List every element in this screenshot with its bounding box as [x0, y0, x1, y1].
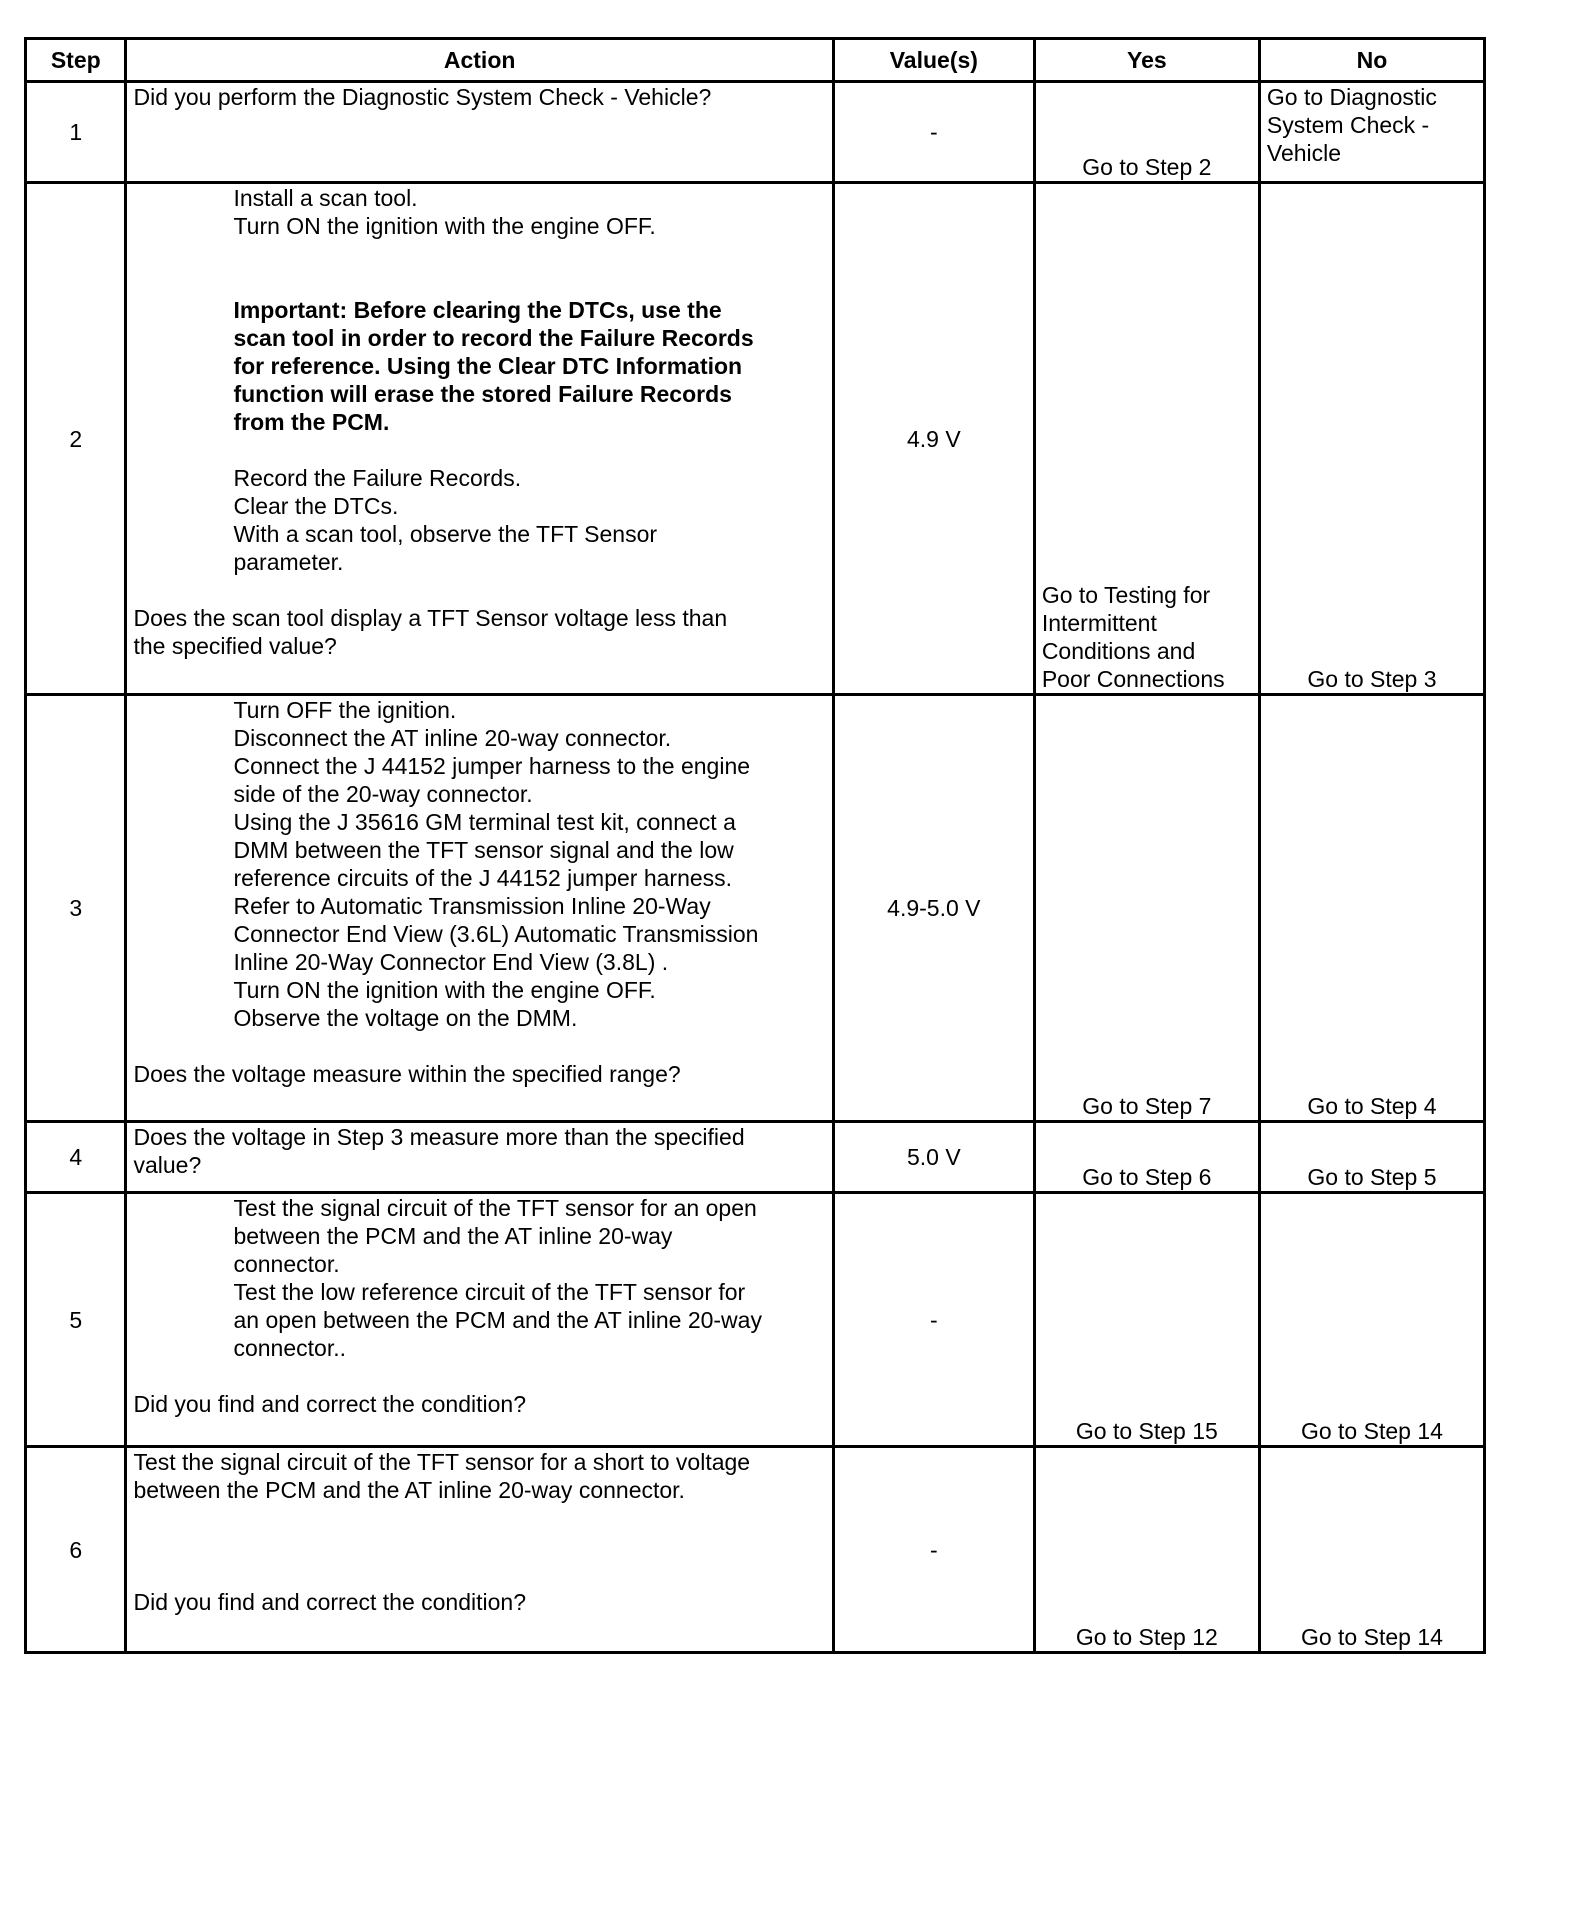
action-cell [126, 1447, 833, 1653]
header-yes: Yes [1034, 39, 1259, 82]
action-line: Connect the J 44152 jumper harness to the engine [233, 753, 751, 779]
no-line: Go to Diagnostic [1266, 84, 1437, 110]
action-line: between the PCM and the AT inline 20-way connector. [133, 1477, 685, 1503]
table-row-step-3 [26, 695, 1485, 1122]
action-line: Inline 20-Way Connector End View (3.8L) . [233, 949, 669, 975]
table-row-step-5 [26, 1193, 1485, 1447]
yes-cell: Go to Step 12 [1034, 1447, 1259, 1653]
yes-line: Poor Connections [1041, 666, 1225, 692]
no-cell: Go to Step 5 [1259, 1122, 1484, 1193]
action-line: side of the 20-way connector. [233, 781, 533, 807]
action-line: connector.. [233, 1335, 346, 1361]
action-line: Turn ON the ignition with the engine OFF. [233, 977, 656, 1003]
action-question: Did you find and correct the condition? [133, 1589, 526, 1615]
value-cell: - [833, 82, 1034, 183]
yes-cell [1034, 183, 1259, 695]
action-question: Does the scan tool display a TFT Sensor voltage less than [133, 605, 728, 631]
action-instructions [133, 184, 825, 576]
action-line: Install a scan tool. [233, 185, 418, 211]
action-line: Turn ON the ignition with the engine OFF. [233, 213, 656, 239]
action-instructions [133, 1194, 825, 1362]
action-line: between the PCM and the AT inline 20-way [233, 1223, 673, 1249]
action-question: Does the voltage measure within the specified range? [133, 1061, 681, 1087]
value-cell: - [833, 1447, 1034, 1653]
no-line: System Check - [1266, 112, 1430, 138]
yes-line: Go to Testing for [1041, 582, 1211, 608]
yes-cell: Go to Step 15 [1034, 1193, 1259, 1447]
action-cell [126, 695, 833, 1122]
important-note [233, 296, 825, 436]
table-row-step-4 [26, 1122, 1485, 1193]
no-line: Vehicle [1266, 140, 1342, 166]
header-row [26, 39, 1485, 82]
step-number: 3 [26, 695, 126, 1122]
action-line: an open between the PCM and the AT inline 20-way [233, 1307, 762, 1333]
header-step: Step [26, 39, 126, 82]
action-line: Connector End View (3.6L) Automatic Transmission [233, 921, 759, 947]
action-line: Disconnect the AT inline 20-way connector. [233, 725, 672, 751]
action-question: the specified value? [133, 633, 337, 659]
yes-cell: Go to Step 2 [1034, 82, 1259, 183]
diagnostic-table [24, 37, 1486, 1654]
action-line: parameter. [233, 549, 344, 575]
action-question: Did you find and correct the condition? [133, 1391, 526, 1417]
action-cell [126, 1193, 833, 1447]
action-line: reference circuits of the J 44152 jumper harness. [233, 865, 733, 891]
no-cell: Go to Step 3 [1259, 183, 1484, 695]
header-action: Action [126, 39, 833, 82]
action-line: Refer to Automatic Transmission Inline 20-Way [233, 893, 711, 919]
action-question: Does the voltage in Step 3 measure more than the specified [133, 1124, 745, 1150]
step-number: 4 [26, 1122, 126, 1193]
value-cell: 4.9-5.0 V [833, 695, 1034, 1122]
action-line: Test the signal circuit of the TFT sensor for an open [233, 1195, 757, 1221]
important-line: function will erase the stored Failure Records [233, 381, 732, 407]
table-row-step-1 [26, 82, 1485, 183]
important-line: from the PCM. [233, 409, 390, 435]
yes-cell: Go to Step 6 [1034, 1122, 1259, 1193]
action-cell [126, 183, 833, 695]
important-line: Important: Before clearing the DTCs, use the [233, 297, 722, 323]
action-instructions [133, 696, 825, 1032]
header-no: No [1259, 39, 1484, 82]
step-number: 6 [26, 1447, 126, 1653]
step-number: 2 [26, 183, 126, 695]
action-line: Clear the DTCs. [233, 493, 399, 519]
action-cell [126, 82, 833, 183]
yes-cell: Go to Step 7 [1034, 695, 1259, 1122]
action-line: DMM between the TFT sensor signal and the low [233, 837, 734, 863]
step-number: 1 [26, 82, 126, 183]
no-cell: Go to Step 14 [1259, 1447, 1484, 1653]
action-line: With a scan tool, observe the TFT Sensor [233, 521, 658, 547]
yes-line: Conditions and [1041, 638, 1196, 664]
important-line: scan tool in order to record the Failure Records [233, 325, 754, 351]
value-cell: 5.0 V [833, 1122, 1034, 1193]
no-cell: Go to Step 4 [1259, 695, 1484, 1122]
action-question: Did you perform the Diagnostic System Check - Vehicle? [133, 84, 712, 110]
action-line: Using the J 35616 GM terminal test kit, connect a [233, 809, 736, 835]
action-line: Turn OFF the ignition. [233, 697, 457, 723]
action-cell [126, 1122, 833, 1193]
action-line: Record the Failure Records. [233, 465, 522, 491]
no-cell: Go to Step 14 [1259, 1193, 1484, 1447]
value-cell: 4.9 V [833, 183, 1034, 695]
table-row-step-6 [26, 1447, 1485, 1653]
header-values: Value(s) [833, 39, 1034, 82]
action-line: connector. [233, 1251, 340, 1277]
action-question: value? [133, 1152, 202, 1178]
table-row-step-2 [26, 183, 1485, 695]
no-cell [1259, 82, 1484, 183]
value-cell: - [833, 1193, 1034, 1447]
yes-line: Intermittent [1041, 610, 1157, 636]
action-line: Test the signal circuit of the TFT sensor for a short to voltage [133, 1449, 751, 1475]
action-line: Test the low reference circuit of the TFT sensor for [233, 1279, 746, 1305]
important-line: for reference. Using the Clear DTC Information [233, 353, 743, 379]
action-line: Observe the voltage on the DMM. [233, 1005, 578, 1031]
step-number: 5 [26, 1193, 126, 1447]
